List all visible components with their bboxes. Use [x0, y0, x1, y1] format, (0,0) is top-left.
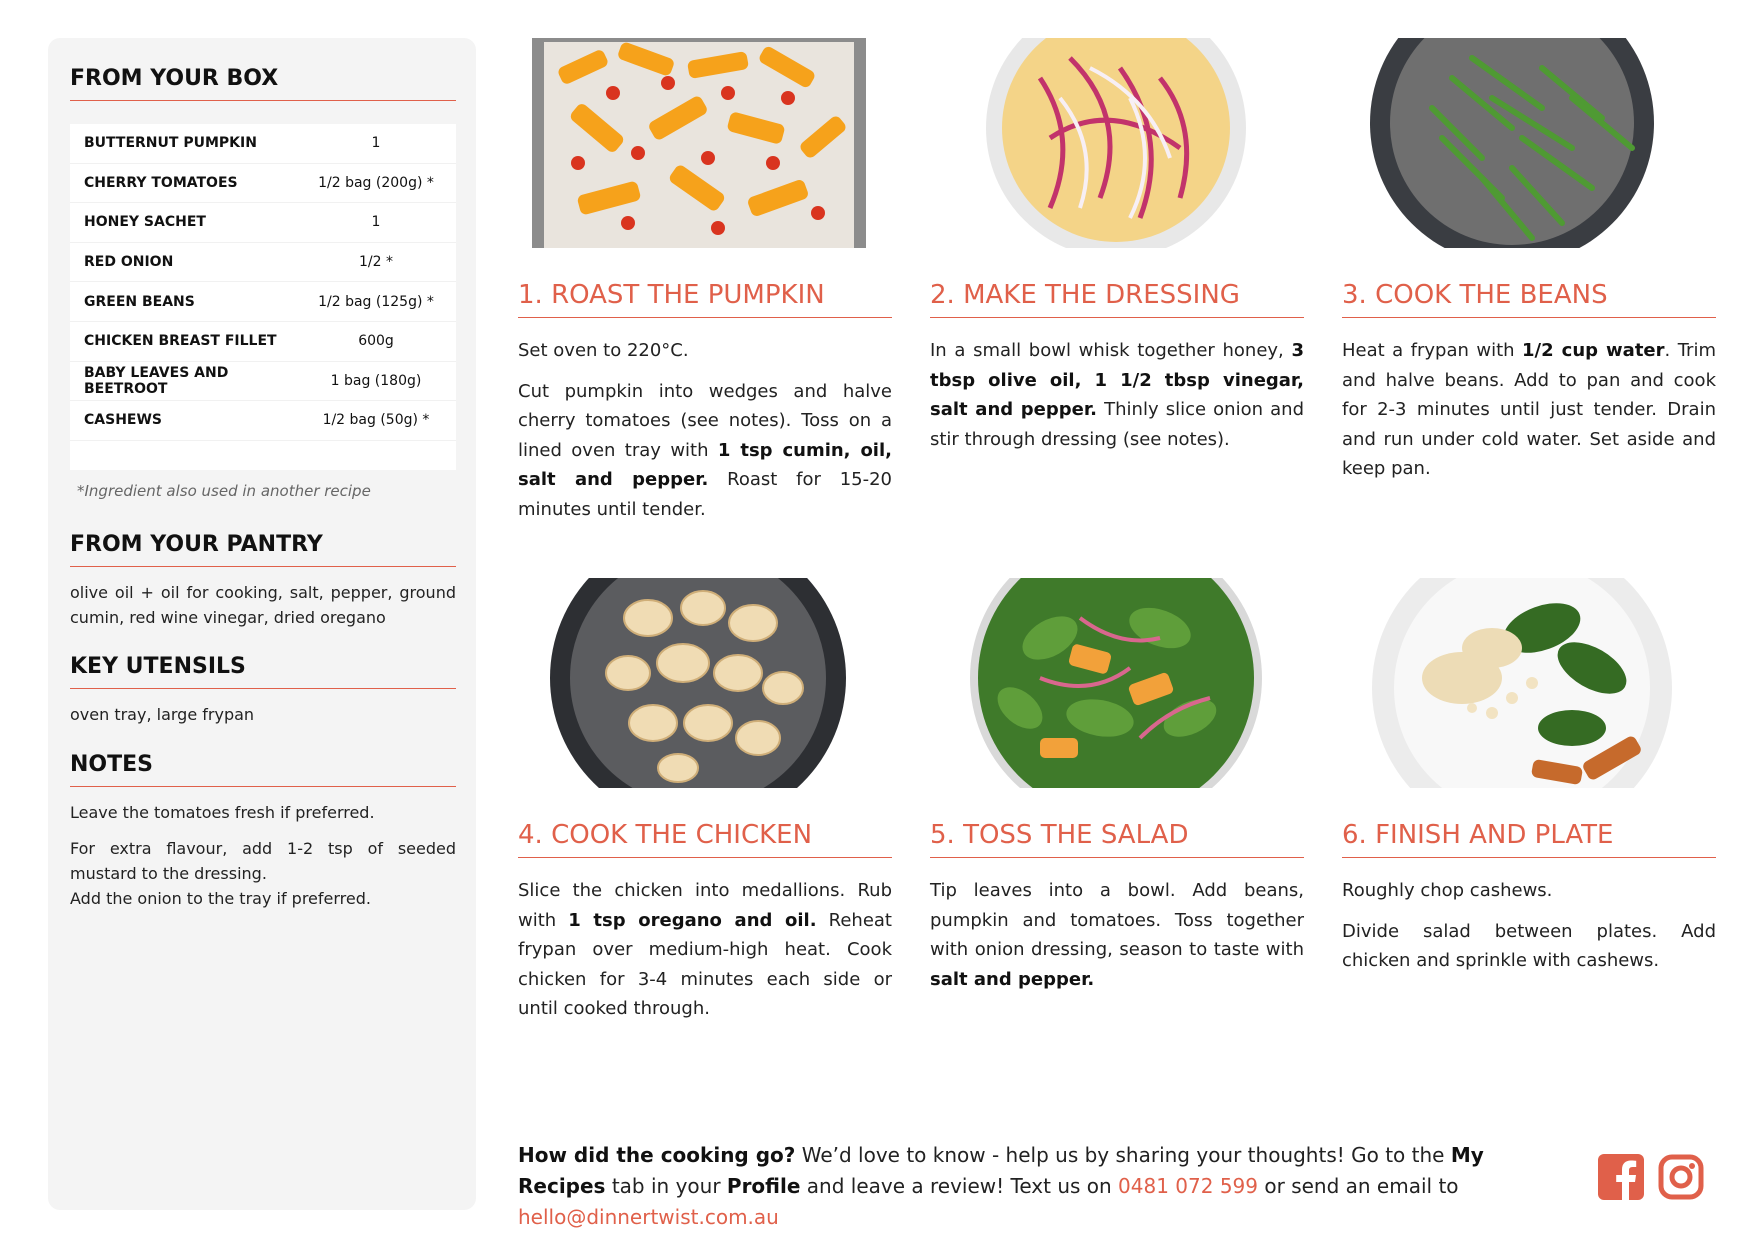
ingredient-qty: 1 — [371, 214, 381, 231]
step-3-title: 3. COOK THE BEANS — [1342, 280, 1716, 318]
table-row — [70, 124, 456, 164]
email-link[interactable]: hello@dinnertwist.com.au — [518, 1205, 779, 1229]
step-5-body — [930, 876, 1304, 1005]
footer-text: We’d love to know - help us by sharing your thoughts! Go to the — [795, 1143, 1451, 1167]
plated-dish-icon — [1342, 578, 1704, 788]
pantry-heading: FROM YOUR PANTRY — [70, 532, 456, 567]
step-6-text: Divide salad between plates. Add chicken and sprinkle with cashews. — [1342, 920, 1716, 971]
bowl-onion-dressing-icon — [930, 38, 1292, 248]
my-recipes-link: My Recipes — [518, 1143, 1484, 1198]
step-3-body — [1342, 336, 1716, 495]
frypan-green-beans-icon — [1342, 38, 1704, 248]
footer-text: and leave a review! Text us on — [800, 1174, 1119, 1198]
table-row — [70, 203, 456, 243]
step-6-photo — [1342, 578, 1704, 788]
step-3-text — [1342, 336, 1716, 484]
step-text-span: Heat a frypan with — [1342, 340, 1523, 361]
step-1-text: Set oven to 220°C. — [518, 340, 689, 361]
instagram-icon[interactable] — [1658, 1154, 1704, 1200]
step-5-title: 5. TOSS THE SALAD — [930, 820, 1304, 858]
step-4-text — [518, 876, 892, 1024]
step-text-span: In a small bowl whisk together honey, — [930, 340, 1292, 361]
feedback-message — [518, 1140, 1578, 1233]
step-1-text — [518, 377, 892, 525]
notes-list — [70, 800, 456, 911]
utensils-text: oven tray, large frypan — [70, 705, 255, 724]
step-5-photo — [930, 578, 1292, 788]
ingredient-qty: 1 — [371, 135, 381, 152]
step-text-bold: 1/2 cup water — [1522, 340, 1665, 361]
step-6-text: Roughly chop cashews. — [1342, 880, 1553, 901]
ingredient-qty: 1/2 bag (125g) * — [318, 293, 434, 310]
step-3-photo — [1342, 38, 1704, 248]
step-text-span: Cut pumpkin into wedges and halve cherry tomatoes (see notes). Toss on a lined oven tray with — [518, 380, 892, 461]
table-row — [70, 322, 456, 362]
utensils-heading: KEY UTENSILS — [70, 654, 456, 689]
footer-text: tab in your — [605, 1174, 727, 1198]
note-item: For extra flavour, add 1-2 tsp of seeded mustard to the dressing. — [70, 839, 456, 883]
step-4-photo — [518, 578, 880, 788]
ingredient-footnote: *Ingredient also used in another recipe — [77, 482, 371, 500]
pantry-text: olive oil + oil for cooking, salt, pepper, ground cumin, red wine vinegar, dried oregano — [70, 583, 456, 627]
note-item: Add the onion to the tray if preferred. — [70, 889, 371, 908]
step-text-bold: 1 tsp cumin, oil, salt and pepper. — [518, 439, 892, 490]
ingredient-name: RED ONION — [84, 254, 174, 271]
ingredient-qty: 1/2 bag (200g) * — [318, 174, 434, 191]
ingredient-qty: 1 bag (180g) — [330, 372, 422, 389]
ingredient-name: BUTTERNUT PUMPKIN — [84, 135, 257, 152]
step-text-span: Slice the chicken into medallions. Rub with — [518, 880, 892, 931]
table-row — [70, 164, 456, 204]
salad-bowl-icon — [930, 578, 1292, 788]
step-text-span: . Trim and halve beans. Add to pan and cook for 2-3 minutes until just tender. Drain and run under cold water. Set aside and keep pan. — [1342, 340, 1716, 479]
phone-number-link[interactable]: 0481 072 599 — [1118, 1174, 1259, 1198]
step-text-span: Tip leaves into a bowl. Add beans, pumpkin and tomatoes. Toss together with onion dressing, season to taste with — [930, 880, 1304, 960]
ingredient-name: CHICKEN BREAST FILLET — [84, 333, 277, 350]
ingredients-sidebar — [48, 38, 476, 1210]
step-1-title: 1. ROAST THE PUMPKIN — [518, 280, 892, 318]
step-4-body — [518, 876, 892, 1035]
step-text-bold: 3 tbsp olive oil, 1 1/2 tbsp vinegar, salt and pepper. — [930, 340, 1304, 420]
footer-lead: How did the cooking go? — [518, 1143, 796, 1167]
ingredient-qty: 1/2 bag (50g) * — [322, 412, 430, 429]
profile-link: Profile — [726, 1174, 801, 1198]
step-4-title: 4. COOK THE CHICKEN — [518, 820, 892, 858]
note-item: Leave the tomatoes fresh if preferred. — [70, 803, 375, 822]
step-1-photo — [518, 38, 880, 248]
step-2-title: 2. MAKE THE DRESSING — [930, 280, 1304, 318]
step-2-text — [930, 336, 1304, 454]
frypan-chicken-icon — [518, 578, 880, 788]
step-2-body — [930, 336, 1304, 465]
table-row — [70, 243, 456, 283]
step-text-span: Roast for 15-20 minutes until tender. — [518, 469, 893, 520]
ingredient-name: HONEY SACHET — [84, 214, 206, 231]
ingredient-qty: 1/2 * — [359, 254, 393, 271]
ingredient-name: BABY LEAVES AND BEETROOT — [84, 364, 229, 397]
step-text-span: Reheat frypan over medium-high heat. Cook chicken for 3-4 minutes each side or until cooked through. — [518, 909, 892, 1019]
table-row — [70, 362, 456, 402]
roasting-tray-pumpkin-icon — [518, 38, 880, 248]
ingredient-name: CHERRY TOMATOES — [84, 174, 238, 191]
footer-text: or send an email to — [1258, 1174, 1459, 1198]
facebook-icon[interactable] — [1598, 1154, 1644, 1200]
ingredient-qty: 600g — [358, 333, 394, 350]
ingredients-table — [70, 124, 456, 470]
box-heading: FROM YOUR BOX — [70, 66, 456, 101]
step-6-title: 6. FINISH AND PLATE — [1342, 820, 1716, 858]
step-5-text — [930, 876, 1304, 994]
step-1-body — [518, 336, 892, 535]
ingredient-name: GREEN BEANS — [84, 293, 195, 310]
table-row — [70, 282, 456, 322]
table-row — [70, 401, 456, 441]
step-2-photo — [930, 38, 1292, 248]
step-text-bold: 1 tsp oregano and oil. — [568, 909, 817, 931]
ingredient-name: CASHEWS — [84, 412, 162, 429]
step-text-bold: salt and pepper. — [930, 968, 1095, 990]
step-text-span: Thinly slice onion and stir through dressing (see notes). — [930, 399, 1304, 450]
notes-heading: NOTES — [70, 752, 456, 787]
step-6-body — [1342, 876, 1716, 987]
